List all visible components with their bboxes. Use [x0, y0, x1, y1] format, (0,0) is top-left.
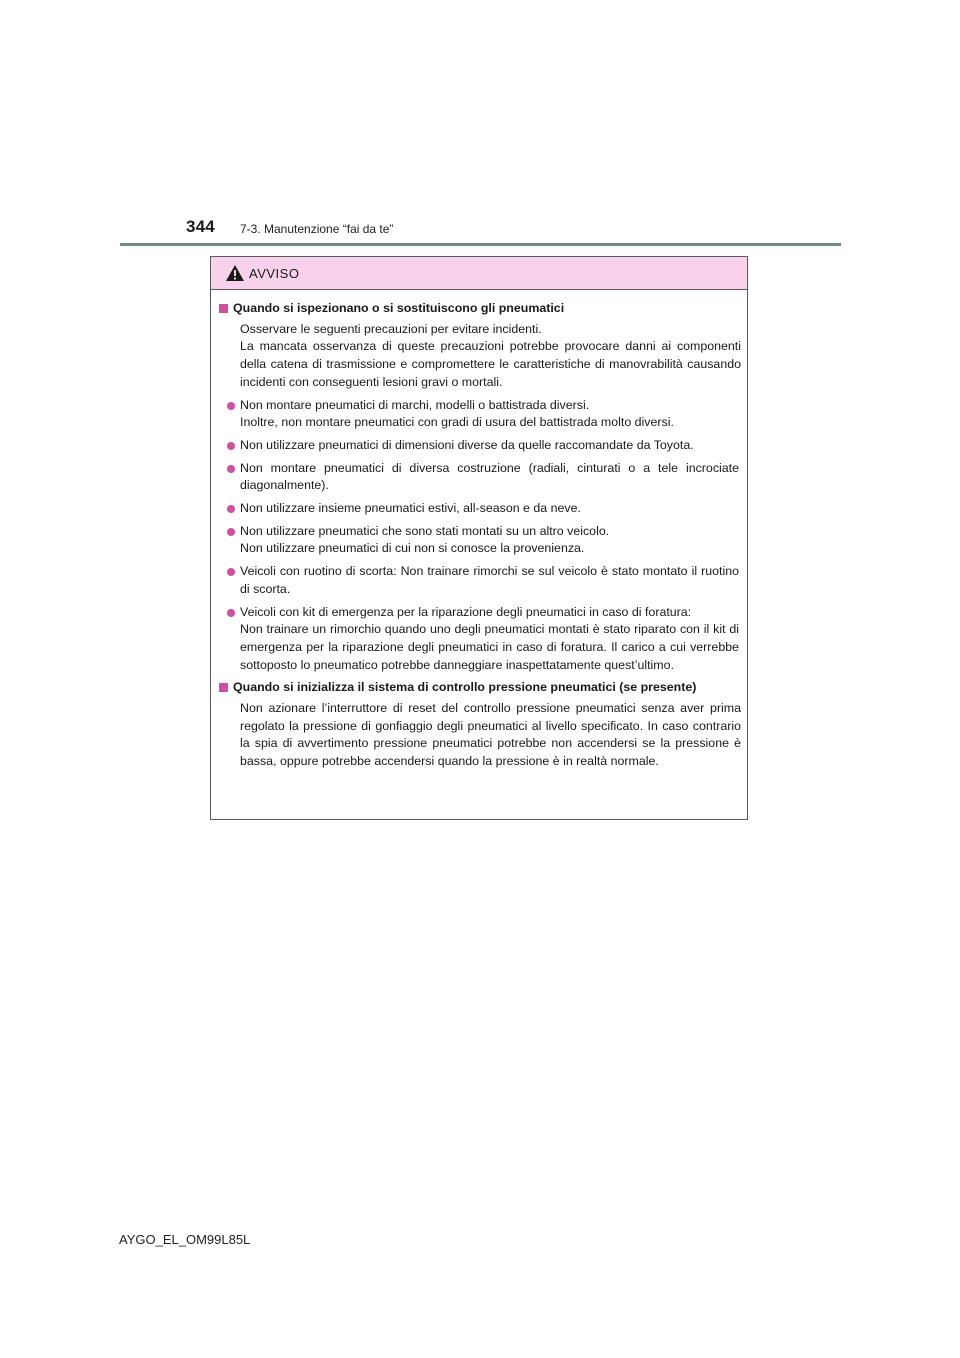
intro-line: La mancata osservanza di queste precauzioni potrebbe provocare danni ai componenti della catena di trasmissione e compromettere le caratteristiche di manovrabilità causando incidenti con conseguenti lesioni gravi o mortali. — [240, 339, 741, 389]
section-heading-text: Quando si inizializza il sistema di controllo pressione pneumatici (se presente) — [233, 680, 697, 695]
bullet-line: Non utilizzare pneumatici di cui non si conosce la provenienza. — [240, 541, 585, 556]
bullet-line: Non utilizzare pneumatici di dimensioni diverse da quelle raccomandate da Toyota. — [240, 437, 694, 452]
list-item — [219, 437, 741, 455]
warning-header — [211, 257, 747, 290]
section-heading — [219, 300, 741, 318]
bullet-line: Non trainare un rimorchio quando uno degli pneumatici montati è stato riparato con il kit di emergenza per la riparazione degli pneumatici in caso di foratura. Il carico a cui verrebbe sottoposto lo pneumatico potrebbe danneggiare inaspettatamente quest’ultimo. — [240, 622, 739, 672]
warning-label: AVVISO — [249, 265, 300, 281]
header-rule — [120, 243, 841, 246]
section-heading — [219, 679, 741, 697]
bullet-line: Inoltre, non montare pneumatici con gradi di usura del battistrada molto diversi. — [240, 415, 674, 430]
round-bullet-icon — [227, 528, 235, 536]
warning-triangle-icon — [225, 264, 245, 282]
section-heading-text: Quando si ispezionano o si sostituiscono gli pneumatici — [233, 301, 565, 315]
round-bullet-icon — [227, 505, 235, 513]
list-item — [219, 397, 741, 432]
list-item — [219, 563, 741, 598]
bullet-line: Non utilizzare insieme pneumatici estivi, all-season e da neve. — [240, 501, 581, 516]
square-bullet-icon — [219, 683, 228, 692]
footer-document-code: AYGO_EL_OM99L85L — [119, 1232, 251, 1247]
round-bullet-icon — [227, 442, 235, 450]
intro-line: Non azionare l’interruttore di reset del controllo pressione pneumatici senza aver prima regolato la pressione di gonfiaggio degli pneumatici al livello specificato. In caso contrario la spia di avvertimento pressione pneumatici potrebbe non accendersi se la pressione è bassa, oppure potrebbe accendersi quando la pressione è in realtà normale. — [240, 701, 741, 769]
warning-box — [210, 256, 748, 820]
bullet-line: Veicoli con ruotino di scorta: Non trainare rimorchi se sul veicolo è stato montato il ruotino di scorta. — [240, 564, 739, 596]
warning-body — [211, 290, 747, 771]
list-item — [219, 500, 741, 518]
page-number: 344 — [186, 217, 215, 236]
section-intro — [219, 700, 741, 771]
bullet-line: Non utilizzare pneumatici che sono stati montati su un altro veicolo. — [240, 523, 610, 538]
bullet-line: Veicoli con kit di emergenza per la riparazione degli pneumatici in caso di foratura: — [240, 604, 692, 619]
round-bullet-icon — [227, 568, 235, 576]
round-bullet-icon — [227, 609, 235, 617]
round-bullet-icon — [227, 402, 235, 410]
section-intro — [219, 321, 741, 392]
bullet-line: Non montare pneumatici di diversa costruzione (radiali, cinturati o a tele incrociate diagonalmente). — [240, 460, 739, 493]
square-bullet-icon — [219, 304, 228, 313]
round-bullet-icon — [227, 465, 235, 473]
list-item — [219, 523, 741, 558]
section-title: 7-3. Manutenzione “fai da te” — [240, 222, 394, 236]
list-item — [219, 604, 741, 675]
intro-line: Osservare le seguenti precauzioni per evitare incidenti. — [240, 321, 542, 336]
bullet-line: Non montare pneumatici di marchi, modelli o battistrada diversi. — [240, 397, 590, 412]
list-item — [219, 460, 741, 495]
